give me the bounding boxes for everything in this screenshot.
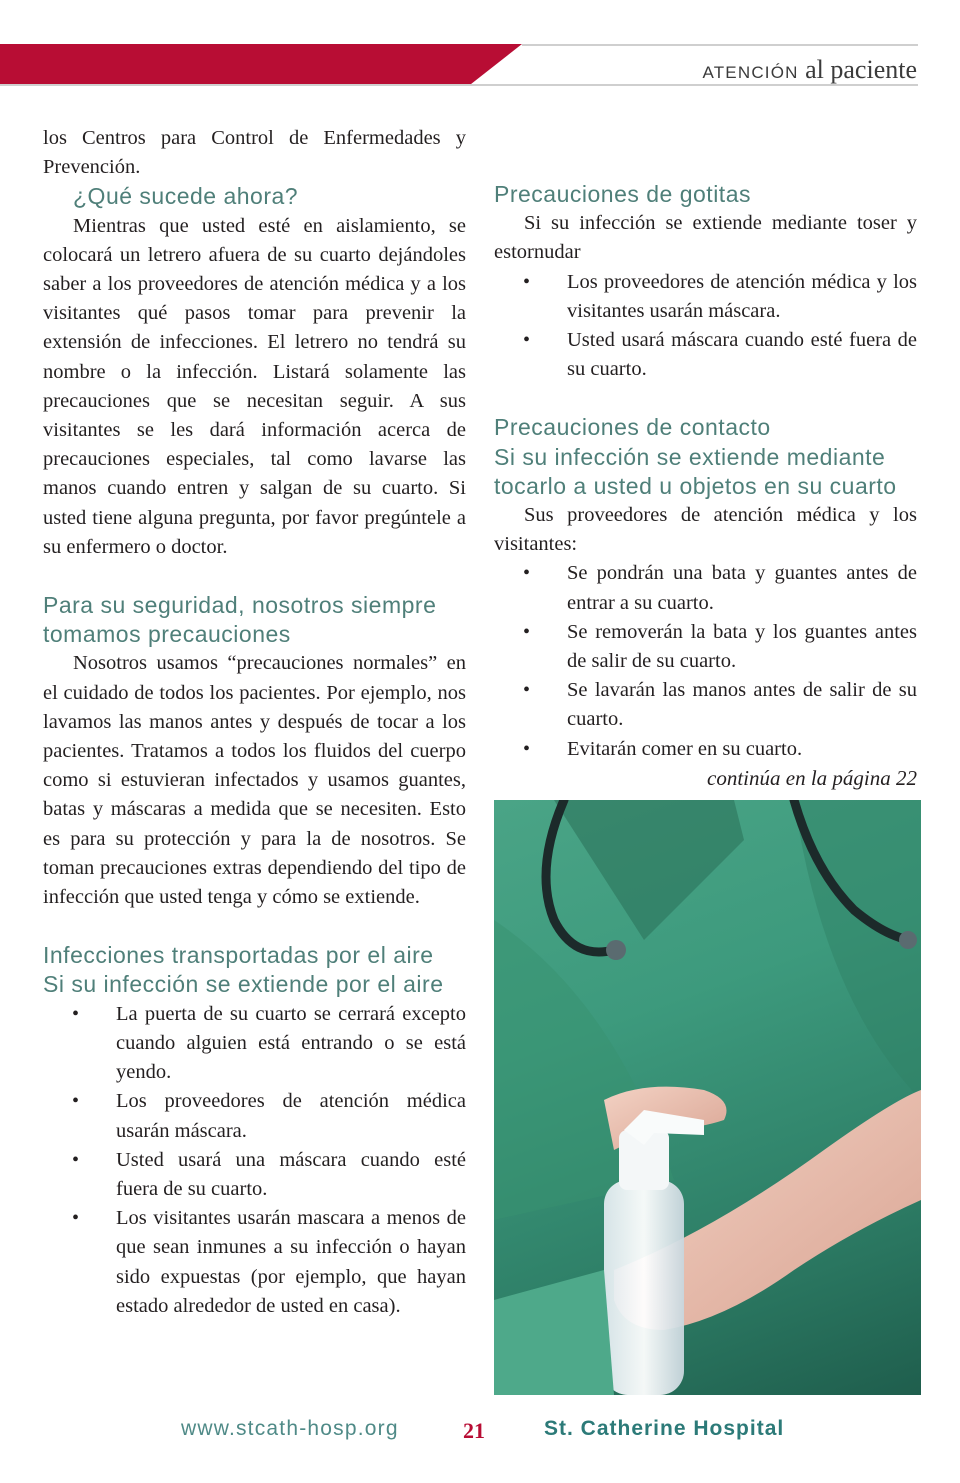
list-item: • Usted usará máscara cuando esté fuera de su cuarto. <box>494 326 917 384</box>
continued-note: continúa en la página 22 <box>707 765 917 790</box>
left-column <box>43 124 466 1321</box>
hand-sanitizer-photo <box>494 800 921 1395</box>
heading-contact-line3: tocarlo a usted u objetos en su cuarto <box>494 472 897 499</box>
heading-contact-line2: Si su infección se extiende mediante <box>494 443 886 470</box>
contact-paragraph: Sus proveedores de atención médica y los visitantes: <box>494 504 917 556</box>
airborne-bullet-list <box>43 1000 466 1321</box>
list-item: • Los proveedores de atención médica usarán máscara. <box>43 1087 466 1145</box>
footer-organization: St. Catherine Hospital <box>544 1417 785 1440</box>
heading-safety <box>43 591 466 649</box>
heading-contact <box>494 413 917 501</box>
list-item: • Se removerán la bata y los guantes antes de salir de su cuarto. <box>494 618 917 676</box>
droplet-paragraph: Si su infección se extiende mediante toser y estornudar <box>494 212 917 264</box>
intro-paragraph: los Centros para Control de Enfermedades y Prevención. <box>43 127 466 179</box>
heading-what-now: ¿Qué sucede ahora? <box>73 183 299 210</box>
list-item: • Usted usará una máscara cuando esté fuera de su cuarto. <box>43 1146 466 1204</box>
list-item: • La puerta de su cuarto se cerrará excepto cuando alguien está entrando o se está yendo. <box>43 1000 466 1088</box>
safety-paragraph: Nosotros usamos “precauciones normales” en el cuidado de todos los pacientes. Por ejemplo, nos lavamos las manos antes y después de tocar a los pacientes. Tratamos a todos los fluidos del cuerpo como si estuvieran infectados y usamos guantes, batas y máscaras a medida que se necesiten. Esto es para su protección y para la de nosotros. Se toman precauciones extras dependiendo del tipo de infección que usted tenga y cómo se extiende. <box>43 652 466 909</box>
heading-safety-line2: tomamos precauciones <box>43 621 291 648</box>
droplet-bullet-list <box>494 268 917 385</box>
what-now-paragraph: Mientras que usted esté en aislamiento, se colocará un letrero afuera de su cuarto dejándoles saber a los proveedores de atención médica y a los visitantes qué pasos tomar para prevenir la extensión de infecciones. El letrero no tendrá su nombre o la infección. Listará solamente las precauciones que se necesitan seguir. A sus visitantes se les dará información acerca de precauciones especiales, tal como lavarse las manos cuando entren y salgan de su cuarto. Si usted tiene alguna pregunta, por favor pregúntele a su enfermero o doctor. <box>43 214 466 558</box>
running-header-caps: ATENCIÓN <box>702 63 799 82</box>
heading-airborne-line1: Infecciones transportadas por el aire <box>43 942 434 969</box>
contact-bullet-list <box>494 559 917 763</box>
list-item: • Se lavarán las manos antes de salir de su cuarto. <box>494 676 917 734</box>
running-header <box>702 55 917 85</box>
list-item: • Se pondrán una bata y guantes antes de entrar a su cuarto. <box>494 559 917 617</box>
heading-airborne-line2: Si su infección se extiende por el aire <box>43 971 444 998</box>
header-rule-top <box>522 44 918 46</box>
right-column <box>494 180 917 793</box>
heading-contact-line1: Precauciones de contacto <box>494 414 771 441</box>
header-accent-band <box>0 44 522 85</box>
list-item: • Evitarán comer en su cuarto. <box>494 735 917 764</box>
list-item: • Los visitantes usarán mascara a menos de que sean inmunes a su infección o hayan sido expuestas (por ejemplo, que hayan estado alrededor de usted en casa). <box>43 1204 466 1321</box>
running-header-rest: al paciente <box>798 55 917 84</box>
heading-droplet: Precauciones de gotitas <box>494 181 751 207</box>
heading-safety-line1: Para su seguridad, nosotros siempre <box>43 592 437 619</box>
page-number: 21 <box>463 1418 485 1443</box>
hand-sanitizer-illustration <box>494 800 921 1395</box>
list-item: • Los proveedores de atención médica y los visitantes usarán máscara. <box>494 268 917 326</box>
heading-airborne <box>43 941 466 999</box>
footer-url[interactable]: www.stcath-hosp.org <box>181 1417 399 1440</box>
